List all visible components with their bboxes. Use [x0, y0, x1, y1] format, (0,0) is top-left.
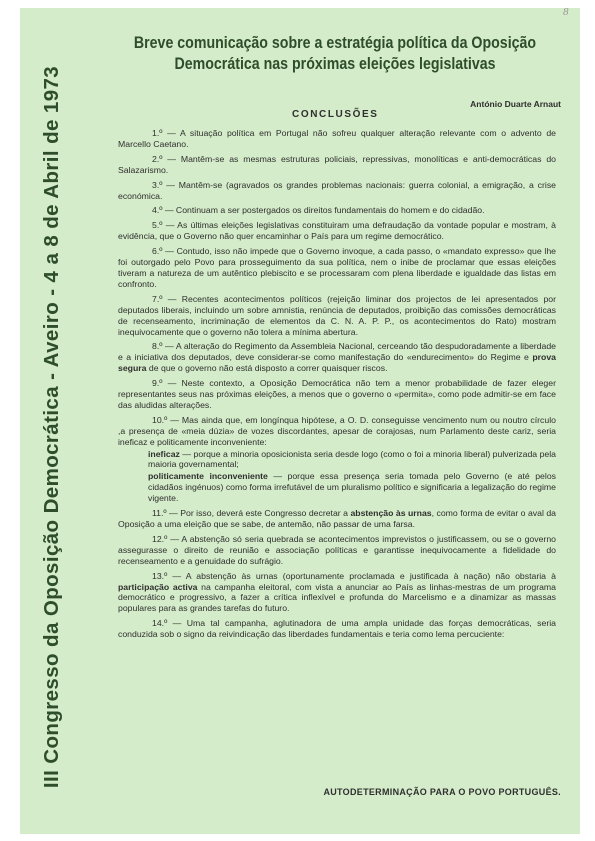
- item-inconveniente-term: politicamente inconveniente: [148, 471, 268, 482]
- document-body: [118, 128, 556, 644]
- paragraph-13-emphasis: participação activa: [118, 581, 198, 592]
- congress-sidebar-title: III Congresso da Oposição Democrática - Aveiro - 4 a 8 de Abril de 1973: [40, 65, 63, 789]
- paragraph-11-emphasis: abstenção às urnas: [350, 508, 432, 519]
- paragraph-12: 12.º — A abstenção só seria quebrada se acontecimentos imprevistos o justificassem, ou se o governo assegurasse o direito de reunião e associação políticas e garantisse inequivocamente a fidelidade do recenseamento e a genuidade do sufrágio.: [118, 533, 556, 566]
- paragraph-8-emphasis: prova segura: [118, 352, 556, 374]
- paragraph-14: 14.º — Uma tal campanha, aglutinadora de uma ampla unidade das forças democráticas, seria conduzida sob o signo da reivindicação das liberdades fundamentais e teria como lema percuciente:: [118, 618, 556, 640]
- page-number: 8: [563, 6, 569, 18]
- item-inconveniente-text: — porque essa presença seria tomada pelo Governo (e até pelos cidadãos ingénuos) como forma irrefutável de um pluralismo político e significaria a legalização do regime vigente.: [148, 471, 556, 504]
- document-title: [129, 33, 542, 75]
- paragraph-8: [118, 341, 556, 374]
- paragraph-9: 9.º — Neste contexto, a Oposição Democrática não tem a menor probabilidade de fazer eleger representantes seus nas próximas eleições, a menos que o governo o «permita», como pode admitir-se em face das aludidas alterações.: [118, 378, 556, 410]
- paragraph-3: 3.º — Mantêm-se (agravados os grandes problemas nacionais: guerra colonial, a emigração, a crise económica.: [118, 179, 556, 201]
- paragraph-13-text-c: na campanha eleitoral, com vista a anunciar ao País as linhas-mestras de um programa democrático e progressivo, a fazer a crítica inflexível e profunda do Marcelismo e a dinamizar as massas populares para as grandes tarefas do futuro.: [118, 581, 556, 614]
- section-heading: CONCLUSÕES: [292, 109, 379, 120]
- paragraph-8-text-a: 8.º — A alteração do Regimento da Assembleia Nacional, cerceando tão despudoradamente a liberdade e a iniciativa dos deputados, deve considerar-se como manifestação do «endurecimento» do Regime e: [118, 341, 556, 363]
- paragraph-6: 6.º — Contudo, isso não impede que o Governo invoque, a cada passo, o «mandato expresso» que lhe foi outorgado pelo Povo para prosseguimento da sua política, nem o inibe de proclamar que essas eleições tiveram a natureza de um autêntico plebiscito e se processaram com plena liberdade e igualdade das listas em confronto.: [118, 246, 556, 289]
- paragraph-8-text-c: de que o governo não está disposto a correr quaisquer riscos.: [148, 363, 388, 374]
- paragraph-11: [118, 508, 556, 530]
- paragraph-10: 10.º — Mas ainda que, em longínqua hipótese, a O. D. conseguisse vencimento num ou noutro círculo ,a presença de «meia dúzia» de vozes discordantes, apesar de corajosas, num Parlamento deste cariz, seria ineficaz e politicamente inconveniente:: [118, 414, 556, 447]
- paragraph-10-item-inconveniente: [118, 471, 556, 504]
- paragraph-13-text-a: 13.º — A abstenção às urnas (oportunamente proclamada e justificada à nação) não obstaria à: [152, 570, 556, 581]
- paragraph-5: 5.º — As últimas eleições legislativas constituiram uma defraudação da vontade popular e mostram, à evidência, que o Governo não quer encaminhar o País para um regime democrático.: [118, 220, 556, 242]
- paragraph-13: [118, 571, 556, 615]
- paragraph-7: 7.º — Recentes acontecimentos políticos (rejeição liminar dos projectos de lei apresentados por deputados liberais, incluindo um sobre amnistia, renúncia de deputados, proibição das comissões democráticas de recenseamento, incriminação de elementos da C. N. A. P. P., os acontecimentos do Rato) mostram inequivocamente que o governo não tolera a mínima abertura.: [118, 293, 556, 337]
- paragraph-4: 4.º — Continuam a ser postergados os direitos fundamentais do homem e do cidadão.: [152, 205, 485, 216]
- paragraph-2: 2.º — Mantêm-se as mesmas estruturas policiais, repressivas, monolíticas e anti-democráticas do Salazarismo.: [118, 153, 556, 175]
- paragraph-1: 1.º — A situação política em Portugal não sofreu qualquer alteração relevante com o advento de Marcello Caetano.: [118, 128, 556, 149]
- item-ineficaz-term: ineficaz: [148, 448, 180, 459]
- closing-slogan: AUTODETERMINAÇÃO PARA O POVO PORTUGUÊS.: [323, 787, 561, 797]
- paragraph-10-item-ineficaz: [118, 449, 556, 471]
- title-line-2: Democrática nas próximas eleições legislativas: [174, 55, 496, 73]
- author-name: António Duarte Arnaut: [470, 99, 561, 109]
- item-ineficaz-text: — porque a minoria oposicionista seria desde logo (como o foi a minoria liberal) pulverizada pela maioria governamental;: [148, 448, 557, 470]
- paragraph-11-text-c: , como forma de evitar o aval da Oposição a uma eleição que se sabe, de antemão, não passar de uma farsa.: [118, 508, 556, 529]
- paragraph-11-text-a: 11.º — Por isso, deverá este Congresso decretar a: [152, 508, 348, 519]
- title-line-1: Breve comunicação sobre a estratégia política da Oposição: [133, 34, 537, 52]
